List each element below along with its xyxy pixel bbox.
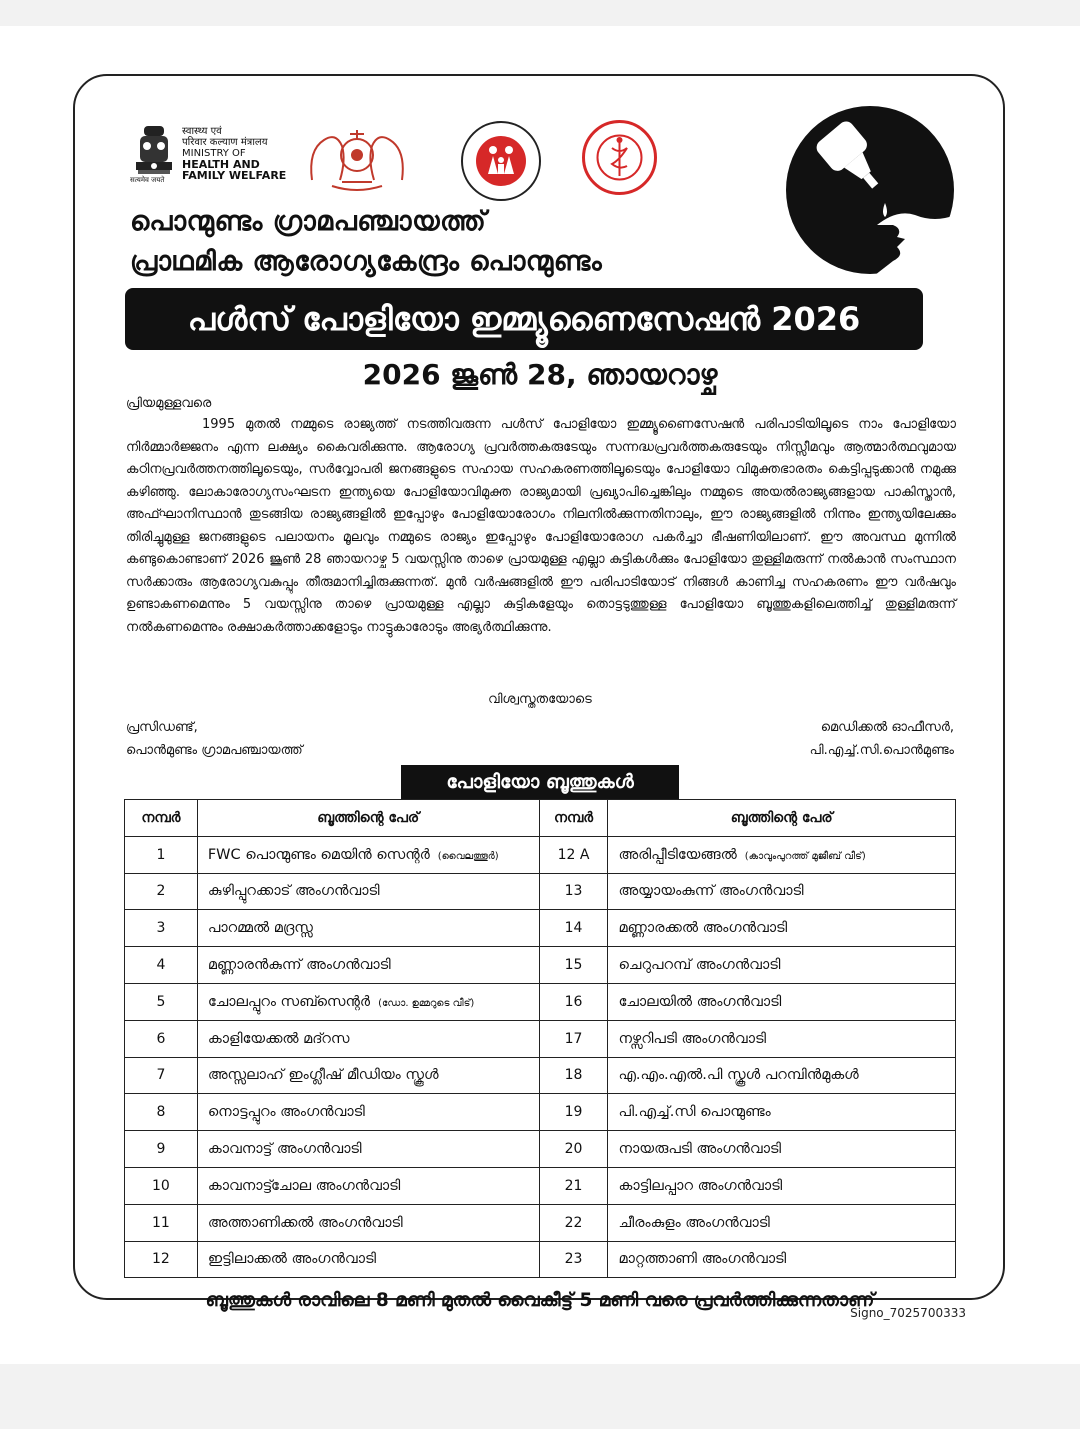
booth-name-text: മാറ്റത്താണി അംഗൻവാടി — [618, 1251, 787, 1268]
booth-number — [539, 1241, 608, 1278]
booth-name-text: ഇട്ടിലാക്കൽ അംഗൻവാടി — [207, 1251, 377, 1268]
booth-name-note: (ഡോ. ഉമ്മറുടെ വീട്) — [378, 997, 475, 1009]
booth-number-text: 11 — [152, 1214, 170, 1231]
booth-name-text: ചീരംകുളം അംഗൻവാടി — [618, 1214, 770, 1231]
booth-number — [125, 947, 198, 984]
booth-number — [125, 873, 198, 910]
kerala-elephants-icon — [302, 120, 412, 195]
ministry-en-line3: FAMILY WELFARE — [182, 169, 287, 182]
booth-number-text: 21 — [564, 1177, 583, 1194]
booth-name-text: മണ്ണാരക്കൽ അംഗൻവാടി — [618, 920, 788, 937]
booth-number-text: 1 — [156, 846, 166, 863]
signo-credit: Signo_7025700333 — [850, 1306, 966, 1320]
table-row — [125, 1020, 956, 1057]
nrhm-logo — [460, 120, 542, 202]
booth-number — [125, 910, 198, 947]
table-row — [125, 983, 956, 1020]
booth-table — [124, 799, 956, 1278]
booth-name-text: അസ്സലാഹ് ഇംഗ്ലീഷ് മീഡിയം സ്കൂൾ — [207, 1067, 439, 1084]
emblem-motto: सत्यमेव जयते — [130, 176, 165, 184]
booth-list-title: പോളിയോ ബൂത്തുകൾ — [401, 765, 679, 799]
logo-row — [130, 120, 650, 195]
booth-name — [197, 1241, 539, 1278]
table-row — [125, 873, 956, 910]
president-org: പൊൻമുണ്ടം ഗ്രാമപഞ്ചായത്ത് — [126, 743, 303, 758]
booth-number — [125, 1094, 198, 1131]
booth-name — [197, 910, 539, 947]
booth-number-text: 17 — [564, 1030, 583, 1047]
booth-number-text: 14 — [564, 920, 583, 937]
booth-name-text: കാവനാട്ട്ചോല അംഗൻവാടി — [207, 1177, 401, 1194]
booth-name-text: പി.എച്ച്.സി പൊന്മുണ്ടം — [618, 1104, 771, 1121]
booth-name — [197, 1094, 539, 1131]
booth-name — [608, 1241, 956, 1278]
booth-name-text: നൊട്ടപ്പുറം അംഗൻവാടി — [207, 1104, 365, 1121]
booth-name-text: അരിപ്പീടിയേങ്ങൽ — [618, 846, 737, 863]
booth-name — [197, 983, 539, 1020]
booth-number — [539, 836, 608, 873]
ministry-text — [182, 126, 286, 181]
booth-number — [125, 1131, 198, 1168]
booth-number-text: 22 — [564, 1214, 583, 1231]
booth-name — [197, 947, 539, 984]
booth-number — [539, 1020, 608, 1057]
booth-name — [608, 1020, 956, 1057]
booth-name — [608, 1167, 956, 1204]
booth-number — [539, 983, 608, 1020]
booth-number-text: 19 — [564, 1104, 583, 1121]
table-row — [125, 1167, 956, 1204]
pulse-polio-banner: പൾസ് പോളിയോ ഇമ്മ്യൂണൈസേഷൻ 2026 — [125, 288, 923, 350]
booth-number-text: 5 — [156, 993, 166, 1010]
table-row — [125, 947, 956, 984]
medical-officer-title: മെഡിക്കൽ ഓഫീസർ, — [820, 720, 954, 735]
booth-name-text: കാട്ടിലപ്പാറ അംഗൻവാടി — [618, 1177, 783, 1194]
booth-name — [197, 1057, 539, 1094]
booth-name-text: നഴ്സറിപടി അംഗൻവാടി — [618, 1030, 767, 1047]
booth-number-text: 9 — [156, 1141, 166, 1158]
polio-drop-logo — [785, 105, 955, 275]
booth-number-text: 6 — [156, 1030, 166, 1047]
booth-number-text: 20 — [564, 1141, 583, 1158]
salutation: പ്രിയമുള്ളവരെ — [126, 396, 212, 411]
table-row — [125, 910, 956, 947]
booth-number — [539, 910, 608, 947]
kerala-emblem-logo — [302, 120, 412, 195]
table-row — [125, 1241, 956, 1278]
booth-number-text: 2 — [156, 883, 166, 900]
ministry-logo — [130, 122, 290, 192]
booth-number-text: 7 — [156, 1067, 166, 1084]
booth-name — [608, 1204, 956, 1241]
booth-number-text: 13 — [564, 883, 583, 900]
booth-name — [608, 1057, 956, 1094]
booth-number-text: 15 — [564, 957, 583, 974]
ministry-hindi-line2: परिवार कल्याण मंत्रालय — [182, 137, 268, 148]
signature-medical-officer — [810, 716, 954, 762]
booth-table-header — [125, 800, 956, 837]
booth-name-text: കുഴിപ്പുറക്കാട് അംഗൻവാടി — [207, 883, 380, 900]
booth-number — [539, 1167, 608, 1204]
booth-name-text: അയ്യായംകുന്ന് അംഗൻവാടി — [618, 883, 804, 900]
letter-closing: വിശ്വസ്തതയോടെ — [488, 692, 592, 707]
panchayat-heading: പൊന്മുണ്ടം ഗ്രാമപഞ്ചായത്ത് — [130, 206, 487, 237]
booth-number — [125, 1204, 198, 1241]
booth-number — [539, 1057, 608, 1094]
booth-number — [539, 1131, 608, 1168]
ministry-hindi-line1: स्वास्थ्य एवं — [182, 126, 222, 137]
table-row — [125, 1057, 956, 1094]
booth-timing-note: ബൂത്തുകൾ രാവിലെ 8 മണി മുതൽ വൈകീട്ട് 5 മണി വരെ പ്രവർത്തിക്കുന്നതാണ് — [205, 1290, 875, 1311]
booth-name — [608, 836, 956, 873]
medical-officer-org: പി.എച്ച്.സി.പൊൻമുണ്ടം — [809, 743, 954, 758]
booth-name — [608, 1094, 956, 1131]
col-booth-name-left: ബൂത്തിന്റെ പേര് — [197, 800, 539, 837]
booth-name — [197, 1131, 539, 1168]
table-row — [125, 1131, 956, 1168]
table-row — [125, 836, 956, 873]
booth-number-text: 23 — [564, 1251, 583, 1268]
booth-name-text: കാളിയേക്കൽ മദ്റസ — [207, 1030, 350, 1047]
booth-number-text: 4 — [156, 957, 166, 974]
nrhm-family-icon — [460, 120, 542, 202]
col-number-left: നമ്പർ — [125, 800, 198, 837]
booth-number — [539, 947, 608, 984]
booth-name-text: ചോലയിൽ അംഗൻവാടി — [618, 993, 782, 1010]
booth-name — [608, 873, 956, 910]
booth-name-text: പാറമ്മൽ മദ്രസ്സ — [207, 920, 313, 937]
table-row — [125, 1094, 956, 1131]
booth-name-note: (വൈലത്തൂർ) — [437, 850, 499, 862]
booth-name-note: (കാവുംപുറത്ത് മുജീബ് വീട്) — [744, 850, 866, 862]
booth-name — [197, 1204, 539, 1241]
booth-name — [197, 873, 539, 910]
booth-name-text: നായരുപടി അംഗൻവാടി — [618, 1141, 782, 1158]
booth-name-text: ചെറുപറമ്പ് അംഗൻവാടി — [618, 957, 781, 974]
booth-name — [197, 1167, 539, 1204]
booth-number — [125, 1167, 198, 1204]
letter-body: 1995 മുതൽ നമ്മുടെ രാജ്യത്ത് നടത്തിവരുന്ന പൾസ് പോളിയോ ഇമ്മ്യൂണൈസേഷൻ പരിപാടിയിലൂടെ നാം പോളിയോ നിർമ്മാർജ്ജനം എന്ന ലക്ഷ്യം കൈവരിക്കുന്നു. ആരോഗ്യ പ്രവർത്തകരുടേയും സന്നദ്ധപ്രവർത്തകരുടേയും നിസ്സീമവും ആത്മാർത്ഥവുമായ കഠിനപ്രവർത്തനത്തിലൂടെയും, സർവ്വോപരി ജനങ്ങളുടെ സഹായ സഹകരണത്തിലൂടെയും പോളിയോ വിമുക്തഭാരതം കെട്ടിപ്പടുക്കാൻ നമുക്കു കഴിഞ്ഞു. ലോകാരോഗ്യസംഘടന ഇന്ത്യയെ പോളിയോവിമുക്ത രാജ്യമായി പ്രഖ്യാപിച്ചെങ്കിലും നമ്മുടെ അയൽരാജ്യങ്ങളായ പാകിസ്താൻ, അഫ്ഘാനിസ്ഥാൻ തുടങ്ങിയ രാജ്യങ്ങളിൽ ഇപ്പോഴും പോളിയോരോഗം നിലനിൽക്കുന്നതിനാലും, ഈ രാജ്യങ്ങളിൽ നിന്നും ഇന്ത്യയിലേക്കും തിരിച്ചുമുള്ള ജനങ്ങളുടെ പലായനം മൂലവും നമ്മുടെ രാജ്യം ഇപ്പോഴും പോളിയോരോഗ പകർച്ചാ ഭീഷണിയിലാണ്. ഈ അവസ്ഥ മുന്നിൽ കണ്ടുകൊണ്ടാണ് 2026 ജൂൺ 28 ഞായറാഴ്ച 5 വയസ്സിനു താഴെ പ്രായമുള്ള എല്ലാ കുട്ടികൾക്കും പോളിയോ തുള്ളിമരുന്ന് നൽകാൻ സംസ്ഥാന സർക്കാരും ആരോഗ്യവകുപ്പും തീരുമാനിച്ചിരുക്കുന്നത്. മുൻ വർഷങ്ങളിൽ ഈ പരിപാടിയോട് നിങ്ങൾ കാണിച്ച സഹകരണം ഈ വർഷവും ഉണ്ടാകണമെന്നും 5 വയസ്സിനു താഴെ പ്രായമുള്ള എല്ലാ കുട്ടികളേയും തൊട്ടടുത്തുള്ള പോളിയോ ബൂത്തുകളിലെത്തിച്ച് തുള്ളിമരുന്ന് നൽകണമെന്നും രക്ഷാകർത്താക്കളോടും നാട്ടുകാരോടും അഭ്യർത്ഥിക്കുന്നു. — [126, 417, 956, 635]
ministry-en-line2: HEALTH AND — [182, 158, 260, 171]
booth-number — [539, 1094, 608, 1131]
booth-number-text: 18 — [564, 1067, 583, 1084]
booth-number — [125, 836, 198, 873]
signature-president — [126, 716, 303, 762]
booth-number-text: 16 — [564, 993, 583, 1010]
booth-name-text: FWC പൊന്മുണ്ടം മെയിൻ സെന്റർ — [207, 846, 430, 863]
booth-name-text: അത്താണിക്കൽ അംഗൻവാടി — [207, 1214, 403, 1231]
booth-name-text: കാവനാട്ട് അംഗൻവാടി — [207, 1141, 362, 1158]
booth-name — [608, 983, 956, 1020]
booth-name-text: ചോലപ്പുറം സബ്സെന്റർ — [207, 993, 371, 1010]
booth-number-text: 8 — [156, 1104, 166, 1121]
president-title: പ്രസിഡണ്ട്, — [126, 720, 198, 735]
booth-number-text: 12 — [152, 1251, 170, 1268]
booth-number-text: 10 — [152, 1177, 170, 1194]
event-date: 2026 ജൂൺ 28, ഞായറാഴ്ച — [362, 358, 718, 391]
booth-name — [608, 910, 956, 947]
col-booth-name-right: ബൂത്തിന്റെ പേര് — [608, 800, 956, 837]
booth-name — [197, 1020, 539, 1057]
table-row — [125, 1204, 956, 1241]
booth-name-text: മണ്ണാരൻകുന്ന് അംഗൻവാടി — [207, 957, 391, 974]
booth-name-text: എ.എം.എൽ.പി സ്കൂൾ പറമ്പിൻമുകൾ — [618, 1067, 859, 1084]
booth-name — [197, 836, 539, 873]
booth-number-text: 3 — [156, 920, 166, 937]
health-services-logo — [582, 120, 657, 195]
booth-number — [125, 983, 198, 1020]
booth-name — [608, 1131, 956, 1168]
booth-number — [539, 873, 608, 910]
col-number-right: നമ്പർ — [539, 800, 608, 837]
phc-heading: പ്രാഥമിക ആരോഗ്യകേന്ദ്രം പൊന്മുണ്ടം — [130, 246, 603, 277]
booth-number — [125, 1020, 198, 1057]
dhs-seal-icon — [582, 120, 657, 195]
booth-number — [125, 1241, 198, 1278]
booth-number — [539, 1204, 608, 1241]
booth-number — [125, 1057, 198, 1094]
ministry-en-line1: MINISTRY OF — [182, 148, 246, 159]
booth-number-text: 12 A — [557, 846, 590, 863]
booth-name — [608, 947, 956, 984]
